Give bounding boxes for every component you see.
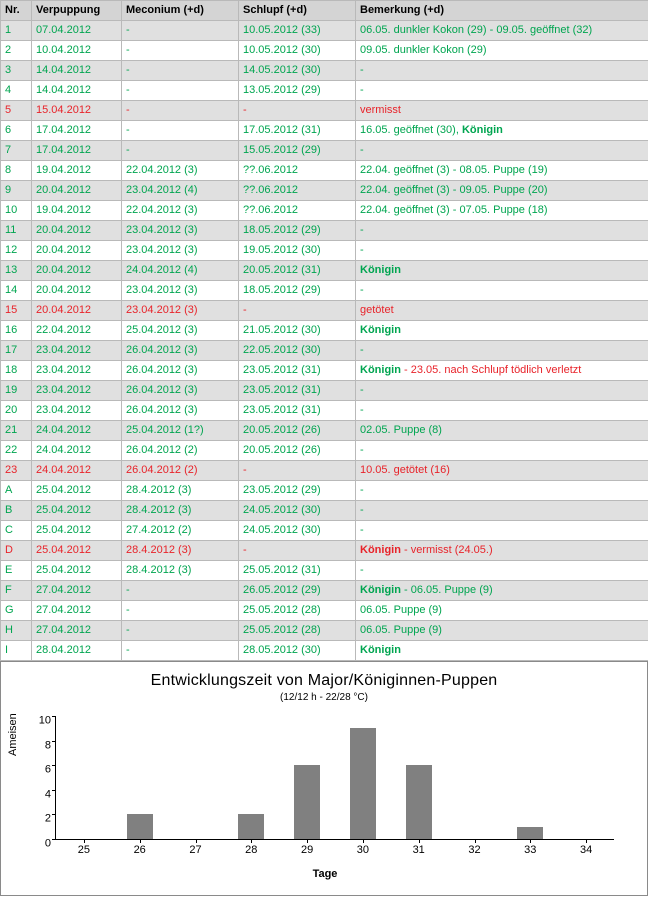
cell-bemerkung: 09.05. dunkler Kokon (29) (356, 41, 648, 61)
development-time-chart (0, 661, 648, 896)
cell-meconium: 25.04.2012 (1?) (122, 421, 239, 441)
cell-meconium: - (122, 61, 239, 81)
table-row (1, 461, 648, 481)
chart-bar (127, 814, 153, 839)
x-tick-mark (84, 839, 85, 843)
table-row (1, 581, 648, 601)
x-tick-mark (307, 839, 308, 843)
cell-verpuppung: 17.04.2012 (32, 141, 122, 161)
y-tick-label: 6 (45, 765, 56, 776)
col-header-schlupf: Schlupf (+d) (239, 1, 356, 21)
cell-schlupf: 18.05.2012 (29) (239, 281, 356, 301)
cell-meconium: 26.04.2012 (3) (122, 381, 239, 401)
chart-bar (294, 765, 320, 839)
cell-meconium: - (122, 21, 239, 41)
table-row (1, 521, 648, 541)
cell-schlupf: - (239, 541, 356, 561)
cell-meconium: 26.04.2012 (2) (122, 441, 239, 461)
cell-schlupf: 17.05.2012 (31) (239, 121, 356, 141)
cell-meconium: 23.04.2012 (3) (122, 281, 239, 301)
cell-meconium: 26.04.2012 (3) (122, 401, 239, 421)
x-tick-label: 28 (245, 845, 257, 856)
cell-meconium: 26.04.2012 (3) (122, 361, 239, 381)
x-tick-mark (363, 839, 364, 843)
table-row (1, 261, 648, 281)
col-header-nr: Nr. (1, 1, 32, 21)
cell-verpuppung: 19.04.2012 (32, 201, 122, 221)
cell-verpuppung: 22.04.2012 (32, 321, 122, 341)
cell-verpuppung: 14.04.2012 (32, 61, 122, 81)
cell-nr: 10 (1, 201, 32, 221)
table-row (1, 561, 648, 581)
cell-meconium: - (122, 601, 239, 621)
cell-bemerkung: 06.05. Puppe (9) (356, 601, 648, 621)
cell-nr: 16 (1, 321, 32, 341)
chart-bar (517, 827, 543, 839)
cell-verpuppung: 23.04.2012 (32, 341, 122, 361)
table-row (1, 341, 648, 361)
cell-schlupf: - (239, 301, 356, 321)
cell-nr: F (1, 581, 32, 601)
cell-verpuppung: 23.04.2012 (32, 361, 122, 381)
cell-verpuppung: 10.04.2012 (32, 41, 122, 61)
cell-bemerkung: - (356, 221, 648, 241)
table-header-row (1, 1, 648, 21)
cell-schlupf: 25.05.2012 (28) (239, 601, 356, 621)
cell-verpuppung: 27.04.2012 (32, 581, 122, 601)
table-row (1, 301, 648, 321)
cell-nr: 11 (1, 221, 32, 241)
cell-meconium: 28.4.2012 (3) (122, 481, 239, 501)
table-row (1, 541, 648, 561)
chart-plot-area (55, 716, 614, 840)
cell-meconium: 28.4.2012 (3) (122, 501, 239, 521)
cell-bemerkung: - (356, 521, 648, 541)
cell-nr: 13 (1, 261, 32, 281)
cell-bemerkung: Königin - vermisst (24.05.) (356, 541, 648, 561)
cell-verpuppung: 25.04.2012 (32, 541, 122, 561)
cell-bemerkung: - (356, 241, 648, 261)
cell-schlupf: 22.05.2012 (30) (239, 341, 356, 361)
cell-schlupf: 23.05.2012 (31) (239, 361, 356, 381)
cell-bemerkung: 16.05. geöffnet (30), Königin (356, 121, 648, 141)
cell-bemerkung: - (356, 481, 648, 501)
y-tick-label: 10 (39, 716, 56, 727)
y-tick-label: 8 (45, 740, 56, 751)
x-tick-label: 30 (357, 845, 369, 856)
col-header-meconium: Meconium (+d) (122, 1, 239, 21)
table-row (1, 361, 648, 381)
cell-nr: 3 (1, 61, 32, 81)
cell-bemerkung: - (356, 561, 648, 581)
cell-verpuppung: 25.04.2012 (32, 501, 122, 521)
cell-nr: 14 (1, 281, 32, 301)
table-row (1, 201, 648, 221)
cell-bemerkung: - (356, 81, 648, 101)
cell-verpuppung: 27.04.2012 (32, 621, 122, 641)
table-row (1, 61, 648, 81)
cell-meconium: 25.04.2012 (3) (122, 321, 239, 341)
x-tick-label: 26 (134, 845, 146, 856)
y-tick-label: 2 (45, 814, 56, 825)
chart-title: Entwicklungszeit von Major/Königinnen-Puppen (1, 672, 647, 690)
y-tick-label: 0 (45, 839, 56, 850)
cell-nr: 19 (1, 381, 32, 401)
table-row (1, 21, 648, 41)
cell-bemerkung: 22.04. geöffnet (3) - 08.05. Puppe (19) (356, 161, 648, 181)
table-row (1, 221, 648, 241)
cell-bemerkung: Königin (356, 641, 648, 661)
table-row (1, 141, 648, 161)
cell-meconium: 28.4.2012 (3) (122, 541, 239, 561)
cell-meconium: 26.04.2012 (2) (122, 461, 239, 481)
cell-verpuppung: 19.04.2012 (32, 161, 122, 181)
cell-bemerkung: getötet (356, 301, 648, 321)
cell-bemerkung: - (356, 61, 648, 81)
cell-bemerkung: Königin - 23.05. nach Schlupf tödlich verletzt (356, 361, 648, 381)
chart-subtitle: (12/12 h - 22/28 °C) (1, 692, 647, 703)
cell-verpuppung: 24.04.2012 (32, 421, 122, 441)
cell-verpuppung: 17.04.2012 (32, 121, 122, 141)
table-body (1, 21, 648, 661)
table-row (1, 401, 648, 421)
cell-verpuppung: 23.04.2012 (32, 401, 122, 421)
table-row (1, 441, 648, 461)
cell-bemerkung: 02.05. Puppe (8) (356, 421, 648, 441)
cell-verpuppung: 27.04.2012 (32, 601, 122, 621)
cell-bemerkung: Königin (356, 261, 648, 281)
cell-nr: 20 (1, 401, 32, 421)
cell-verpuppung: 24.04.2012 (32, 441, 122, 461)
cell-nr: 18 (1, 361, 32, 381)
table-row (1, 101, 648, 121)
table-row (1, 621, 648, 641)
cell-schlupf: 19.05.2012 (30) (239, 241, 356, 261)
cell-schlupf: 14.05.2012 (30) (239, 61, 356, 81)
table-row (1, 481, 648, 501)
cell-meconium: - (122, 81, 239, 101)
table-row (1, 281, 648, 301)
table-row (1, 601, 648, 621)
cell-bemerkung: Königin (356, 321, 648, 341)
cell-meconium: - (122, 141, 239, 161)
cell-schlupf: 24.05.2012 (30) (239, 501, 356, 521)
cell-meconium: 23.04.2012 (3) (122, 301, 239, 321)
cell-nr: C (1, 521, 32, 541)
cell-meconium: - (122, 101, 239, 121)
cell-nr: H (1, 621, 32, 641)
cell-nr: 5 (1, 101, 32, 121)
table-row (1, 421, 648, 441)
y-tick-mark (52, 741, 56, 742)
x-tick-mark (475, 839, 476, 843)
x-tick-label: 29 (301, 845, 313, 856)
y-tick-mark (52, 839, 56, 840)
cell-schlupf: 15.05.2012 (29) (239, 141, 356, 161)
cell-nr: 21 (1, 421, 32, 441)
cell-bemerkung: - (356, 501, 648, 521)
cell-meconium: 28.4.2012 (3) (122, 561, 239, 581)
table-row (1, 161, 648, 181)
cell-bemerkung: 22.04. geöffnet (3) - 09.05. Puppe (20) (356, 181, 648, 201)
cell-nr: A (1, 481, 32, 501)
cell-bemerkung: - (356, 281, 648, 301)
cell-nr: 22 (1, 441, 32, 461)
cell-nr: G (1, 601, 32, 621)
cell-nr: 4 (1, 81, 32, 101)
y-tick-mark (52, 716, 56, 717)
cell-nr: B (1, 501, 32, 521)
cell-schlupf: 25.05.2012 (28) (239, 621, 356, 641)
cell-schlupf: 25.05.2012 (31) (239, 561, 356, 581)
cell-schlupf: 18.05.2012 (29) (239, 221, 356, 241)
x-tick-label: 25 (78, 845, 90, 856)
cell-nr: 7 (1, 141, 32, 161)
cell-schlupf: 28.05.2012 (30) (239, 641, 356, 661)
table-row (1, 641, 648, 661)
x-tick-mark (530, 839, 531, 843)
cell-schlupf: ??.06.2012 (239, 201, 356, 221)
table-row (1, 181, 648, 201)
cell-schlupf: 21.05.2012 (30) (239, 321, 356, 341)
cell-meconium: - (122, 621, 239, 641)
chart-bar (406, 765, 432, 839)
cell-verpuppung: 20.04.2012 (32, 241, 122, 261)
cell-bemerkung: - (356, 381, 648, 401)
cell-nr: 9 (1, 181, 32, 201)
x-tick-label: 33 (524, 845, 536, 856)
x-tick-label: 34 (580, 845, 592, 856)
cell-schlupf: 10.05.2012 (33) (239, 21, 356, 41)
cell-verpuppung: 14.04.2012 (32, 81, 122, 101)
cell-nr: 6 (1, 121, 32, 141)
cell-nr: I (1, 641, 32, 661)
cell-bemerkung: 06.05. Puppe (9) (356, 621, 648, 641)
table-row (1, 41, 648, 61)
cell-nr: 17 (1, 341, 32, 361)
chart-x-axis-label: Tage (1, 868, 648, 880)
cell-schlupf: ??.06.2012 (239, 161, 356, 181)
cell-bemerkung: 22.04. geöffnet (3) - 07.05. Puppe (18) (356, 201, 648, 221)
x-tick-mark (251, 839, 252, 843)
x-tick-mark (140, 839, 141, 843)
table-row (1, 81, 648, 101)
cell-verpuppung: 15.04.2012 (32, 101, 122, 121)
cell-verpuppung: 24.04.2012 (32, 461, 122, 481)
cell-meconium: 27.4.2012 (2) (122, 521, 239, 541)
cell-verpuppung: 20.04.2012 (32, 261, 122, 281)
cell-verpuppung: 25.04.2012 (32, 561, 122, 581)
cell-nr: 8 (1, 161, 32, 181)
cell-verpuppung: 07.04.2012 (32, 21, 122, 41)
cell-nr: E (1, 561, 32, 581)
chart-y-axis-label: Ameisen (7, 713, 19, 756)
cell-schlupf: 13.05.2012 (29) (239, 81, 356, 101)
y-tick-mark (52, 765, 56, 766)
cell-meconium: - (122, 641, 239, 661)
cell-bemerkung: 06.05. dunkler Kokon (29) - 09.05. geöffnet (32) (356, 21, 648, 41)
cell-schlupf: 10.05.2012 (30) (239, 41, 356, 61)
cell-verpuppung: 20.04.2012 (32, 281, 122, 301)
cell-schlupf: ??.06.2012 (239, 181, 356, 201)
cell-bemerkung: - (356, 441, 648, 461)
cell-nr: 15 (1, 301, 32, 321)
chart-bar (350, 728, 376, 839)
cell-meconium: - (122, 121, 239, 141)
table-row (1, 241, 648, 261)
table-row (1, 501, 648, 521)
cell-verpuppung: 25.04.2012 (32, 481, 122, 501)
cell-meconium: 24.04.2012 (4) (122, 261, 239, 281)
cell-schlupf: 23.05.2012 (31) (239, 401, 356, 421)
cell-bemerkung: 10.05. getötet (16) (356, 461, 648, 481)
cell-nr: 1 (1, 21, 32, 41)
x-tick-label: 31 (413, 845, 425, 856)
chart-plot-wrap (1, 708, 648, 897)
chart-bar (238, 814, 264, 839)
cell-schlupf: 24.05.2012 (30) (239, 521, 356, 541)
cell-bemerkung: Königin - 06.05. Puppe (9) (356, 581, 648, 601)
cell-meconium: 26.04.2012 (3) (122, 341, 239, 361)
cell-bemerkung: - (356, 341, 648, 361)
cell-bemerkung: - (356, 141, 648, 161)
cell-verpuppung: 20.04.2012 (32, 301, 122, 321)
cell-schlupf: - (239, 101, 356, 121)
col-header-bemerkung: Bemerkung (+d) (356, 1, 648, 21)
cell-meconium: - (122, 581, 239, 601)
cell-schlupf: 20.05.2012 (31) (239, 261, 356, 281)
cell-meconium: 23.04.2012 (4) (122, 181, 239, 201)
y-tick-mark (52, 790, 56, 791)
cell-bemerkung: vermisst (356, 101, 648, 121)
cell-nr: D (1, 541, 32, 561)
cell-schlupf: - (239, 461, 356, 481)
cell-verpuppung: 28.04.2012 (32, 641, 122, 661)
cell-bemerkung: - (356, 401, 648, 421)
x-tick-label: 27 (189, 845, 201, 856)
cell-meconium: 23.04.2012 (3) (122, 241, 239, 261)
y-tick-label: 4 (45, 789, 56, 800)
table-row (1, 321, 648, 341)
cell-meconium: 22.04.2012 (3) (122, 161, 239, 181)
cell-schlupf: 20.05.2012 (26) (239, 441, 356, 461)
x-tick-mark (419, 839, 420, 843)
col-header-verpuppung: Verpuppung (32, 1, 122, 21)
cell-meconium: 23.04.2012 (3) (122, 221, 239, 241)
cell-nr: 23 (1, 461, 32, 481)
cell-meconium: - (122, 41, 239, 61)
y-tick-mark (52, 814, 56, 815)
table-row (1, 381, 648, 401)
cell-schlupf: 26.05.2012 (29) (239, 581, 356, 601)
x-tick-mark (196, 839, 197, 843)
cell-meconium: 22.04.2012 (3) (122, 201, 239, 221)
cell-schlupf: 20.05.2012 (26) (239, 421, 356, 441)
cell-verpuppung: 20.04.2012 (32, 181, 122, 201)
cell-nr: 12 (1, 241, 32, 261)
cell-schlupf: 23.05.2012 (31) (239, 381, 356, 401)
table-row (1, 121, 648, 141)
cell-verpuppung: 25.04.2012 (32, 521, 122, 541)
cell-nr: 2 (1, 41, 32, 61)
cell-verpuppung: 23.04.2012 (32, 381, 122, 401)
x-tick-label: 32 (468, 845, 480, 856)
cell-schlupf: 23.05.2012 (29) (239, 481, 356, 501)
x-tick-mark (586, 839, 587, 843)
cell-verpuppung: 20.04.2012 (32, 221, 122, 241)
